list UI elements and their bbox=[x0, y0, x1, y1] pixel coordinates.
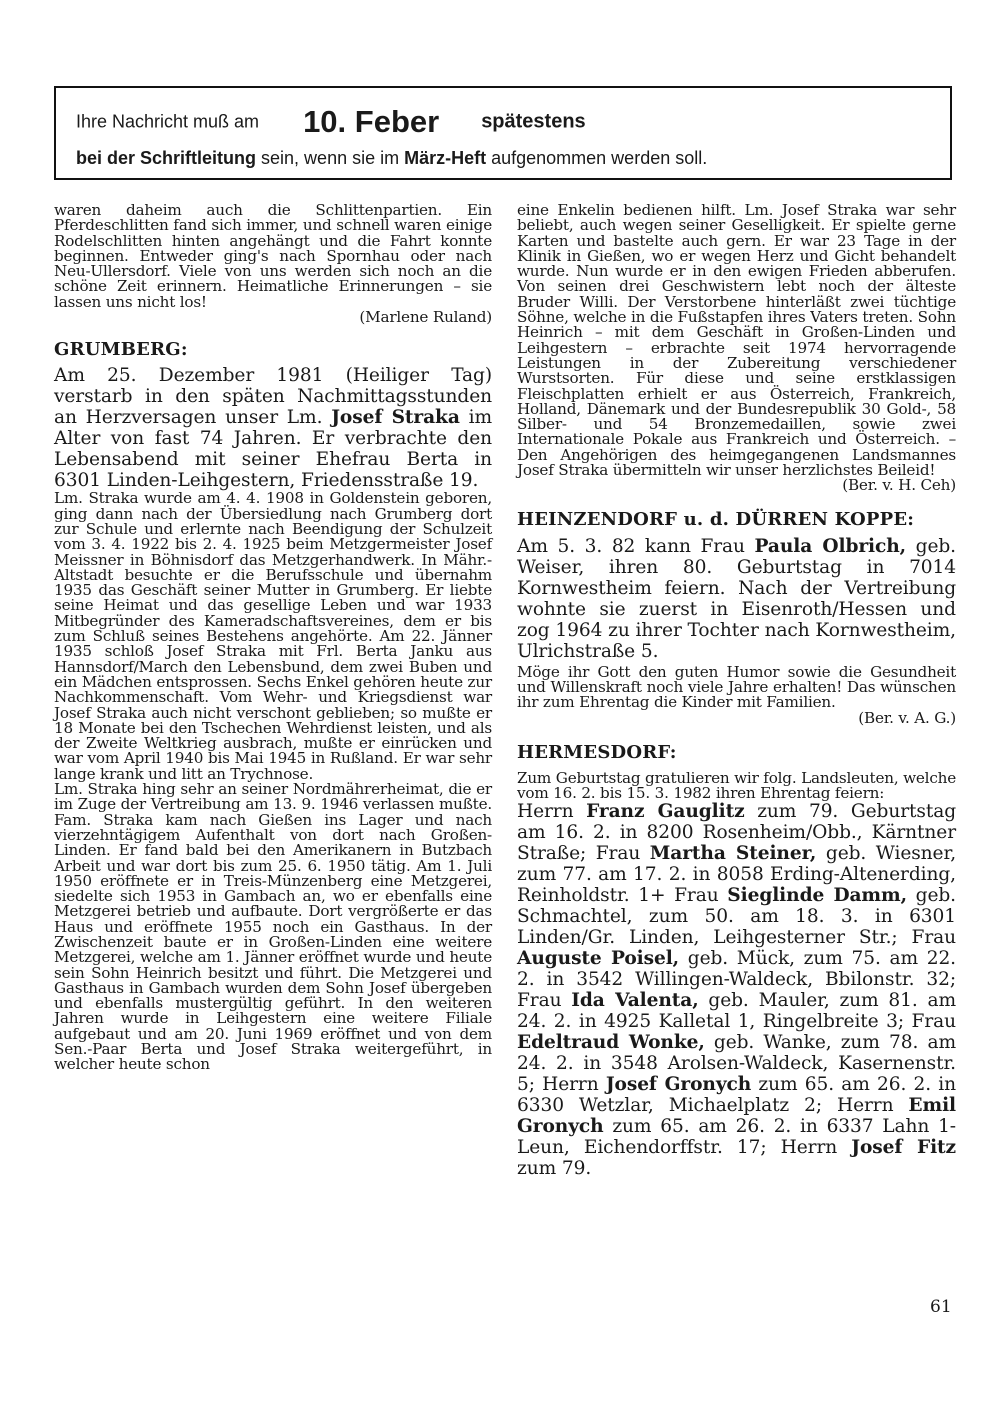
birthday-text: zum 79. bbox=[517, 1158, 592, 1180]
hermesdorf-intro-paragraph: Zum Geburtstag gratulieren wir folg. Landsleuten, welche vom 16. 2. bis 15. 3. 1982 ihren Ehrentag feiern: bbox=[517, 768, 956, 803]
notice-bold-issue: März-Heft bbox=[404, 148, 487, 168]
heinzendorf-wish-text: Möge ihr Gott den guten Humor sowie die Gesundheit und Willenskraft noch viele Jahre erhalten! Das wünschen ihr zum Ehrentag die Kinder mit Familien. bbox=[517, 662, 956, 712]
birthday-text: geb. Wiesner, zum 77. am 17. 2. in 8058 Erding-Altenerding, Reinholdstr. 1+ Frau bbox=[517, 843, 957, 907]
birthday-name: Josef Gronych bbox=[605, 1074, 752, 1096]
birthday-text: Herrn bbox=[517, 801, 587, 823]
heading-heinzendorf: HEINZENDORF u. d. DÜRREN KOPPE: bbox=[517, 508, 915, 530]
notice-bold-editorial: bei der Schriftleitung bbox=[76, 148, 257, 168]
notice-line-2 bbox=[76, 148, 707, 169]
grumberg-deceased-name: Josef Straka bbox=[331, 407, 460, 429]
heading-hermesdorf: HERMESDORF: bbox=[517, 741, 677, 763]
birthday-name: Auguste Poisel, bbox=[517, 948, 680, 970]
birthday-text: geb. Mück, zum 75. am 22. 2. in 3542 Willingen-Waldeck, Bbilonstr. 32; Frau bbox=[517, 948, 956, 1012]
birthday-text: zum 65. am 26. 2. in 6330 Wetzlar, Michaelplatz 2; Herrn bbox=[517, 1074, 956, 1117]
grumberg-lead-text-a: Am 25. Dezember 1981 (Heiliger Tag) verstarb in den späten Nachmittagsstunden an Herzversagen unser Lm. bbox=[54, 365, 492, 429]
birthday-name: Franz Gauglitz bbox=[586, 801, 745, 823]
notice-post-text: spätestens bbox=[481, 110, 586, 133]
heinzendorf-wish-paragraph bbox=[517, 662, 956, 727]
intro-text: waren daheim auch die Schlittenpartien. Ein Pferdeschlitten fand sich immer, und schnell waren einige Rodelschlitten hinten angehängt und die Fahrt konnte beginnen. Entweder ging's nach Spornhau oder nach Neu-Ullersdorf. Viele von uns werden sich noch an die schöne Zeit erinnern. Heimatliche Erinnerungen – sie lassen uns nicht los! bbox=[54, 201, 492, 311]
birthday-text: geb. Wanke, zum 78. am 24. 2. in 3548 Arolsen-Waldeck, Kasernenstr. 5; Herrn bbox=[517, 1032, 956, 1096]
heinzendorf-celebrant-name: Paula Olbrich, bbox=[754, 535, 907, 557]
heading-grumberg: GRUMBERG: bbox=[54, 339, 188, 361]
notice-text-1: sein, wenn sie im bbox=[256, 148, 405, 168]
grumberg-paragraph-1: Lm. Straka wurde am 4. 4. 1908 in Goldenstein geboren, ging dann nach der Übersiedlung nach Grumberg dort zur Schule und erlernte nach Beendigung der Schulzeit vom 3. 4. 1922 bis 2. 4. 1925 beim Metzgermeister Josef Meissner in Böhnisdorf das Metzgerhandwerk. In Mähr.-Altstadt besuchte er die Berufsschule und übernahm 1935 das Geschäft seiner Mutter in Grumberg. Er liebte seine Heimat und das gesellige Leben und war 1933 Mitbegründer des Kameradschaftsvereines, dem er bis zum Schluß seines Bestehens angehörte. Am 22. Jänner 1935 schloß Josef Straka mit Frl. Berta Janku aus Hannsdorf/March den Lebensbund, dem zwei Buben und ein Mädchen entsprossen. Sechs Enkel gehören heute zur Nachkommenschaft. Vom Wehr- und Kriegsdienst war Josef Straka auch nicht verschont geblieben; so mußte er 18 Monate bei den Tschechen Wehrdienst leisten, und als der Zweite Weltkrieg ausbrach, mußte er einrücken und war vom April 1940 bis Mai 1945 in Rußland. Er war sehr lange krank und litt an Trychnose. bbox=[54, 489, 492, 783]
birthday-name: Edeltraud Wonke, bbox=[517, 1032, 705, 1054]
notice-deadline-date: 10. Feber bbox=[303, 104, 440, 139]
grumberg-lead-text-b: im Alter von fast 74 Jahren. Er verbrachte den Lebensabend mit seiner Ehefrau Berta in 6301 Linden-Leihgestern, Friedensstraße 19. bbox=[54, 407, 492, 492]
hermesdorf-birthday-list bbox=[517, 801, 956, 1179]
right-column bbox=[517, 203, 956, 1179]
notice-text-2: aufgenommen werden soll. bbox=[486, 148, 708, 168]
birthday-name: Ida Valenta, bbox=[571, 990, 699, 1012]
birthday-name: Martha Steiner, bbox=[649, 843, 817, 865]
notice-pre-text: Ihre Nachricht muß am bbox=[76, 111, 260, 132]
page-number: 61 bbox=[930, 1297, 952, 1317]
deadline-notice-box bbox=[54, 86, 952, 180]
heinzendorf-lead-paragraph bbox=[517, 536, 956, 662]
straka-signature: (Ber. v. H. Ceh) bbox=[842, 476, 956, 495]
straka-continuation-text: eine Enkelin bedienen hilft. Lm. Josef Straka war sehr beliebt, auch wegen seiner Geselligkeit. Er spielte gerne Karten und bastelte auch gern. Er war 23 Tage in der Klinik in Gießen, wo er wegen Herz und Gicht behandelt wurde. Nun wurde er in den ewigen Frieden abberufen. Von seinen drei Geschwistern lebt noch der älteste Bruder Willi. Der Verstorbene hinterläßt zwei tüchtige Söhne, welche in die Fußstapfen ihres Vaters treten. Sohn Heinrich – mit dem Geschäft in Großen-Linden und Leihgestern – erbrachte seit 1974 hervorragende Leistungen in der Zubereitung verschiedener Wurstsorten. Für diese und seine erstklassigen Fleischplatten erhielt er aus Österreich, Frankreich, Holland, Dänemark und der Bundesrepublik 30 Gold-, 58 Silber- und 54 Bronzemedaillen, sowie zwei Internationale Pokale aus Frankreich und Österreich. – Den Angehörigen des heimgegangenen Landsmannes Josef Straka übermitteln wir unser herzlichstes Beileid! bbox=[517, 201, 956, 480]
grumberg-paragraph-2: Lm. Straka hing sehr an seiner Nordmährerheimat, die er im Zuge der Vertreibung am 13. 9. 1946 verlassen mußte. Fam. Straka kam nach Gießen ins Lager und nach vierzehntägigem Aufenthalt von dort nach Großen-Linden. Er fand bald bei den Amerikanern in Butzbach Arbeit und war dort bis zum 25. 6. 1950 tätig. Am 1. Juli 1950 eröffnete er in Treis-Münzenberg eine Metzgerei, siedelte sich 1953 in Gambach an, wo er ebenfalls eine Metzgerei betrieb und aufbaute. Dort vergrößerte er das Haus und eröffnete 1955 noch ein Gasthaus. In der Zwischenzeit baute er in Großen-Linden eine weitere Metzgerei, welche am 1. Jänner eröffnet wurde und heute sein Sohn Heinrich besitzt und führt. Die Metzgerei und Gasthaus in Gambach wurden dem Sohn Josef übergeben und ebenfalls mustergültig geführt. In den weiteren Jahren wurde in Leihgestern eine weitere Filiale aufgebaut und am 20. Juni 1969 eröffnet und von dem Sen.-Paar Berta und Josef Straka weitergeführt, in welcher heute schon bbox=[54, 780, 492, 1074]
intro-paragraph bbox=[54, 203, 492, 325]
notice-line-1 bbox=[76, 104, 586, 140]
grumberg-lead-paragraph bbox=[54, 365, 492, 491]
birthday-name: Josef Fitz bbox=[851, 1137, 956, 1159]
birthday-text: geb. Mauler, zum 81. am 24. 2. in 4925 Kalletal 1, Ringelbreite 3; Frau bbox=[517, 990, 957, 1033]
birthday-text: zum 79. Geburtstag am 16. 2. in 8200 Rosenheim/Obb., Kärntner Straße; Frau bbox=[517, 801, 956, 865]
birthday-text: zum 65. am 26. 2. in 6337 Lahn 1-Leun, Eichendorffstr. 17; Herrn bbox=[517, 1116, 956, 1159]
heinzendorf-signature: (Ber. v. A. G.) bbox=[858, 708, 956, 727]
straka-continuation-paragraph bbox=[517, 203, 956, 494]
birthday-name: Sieglinde Damm, bbox=[727, 885, 907, 907]
left-column bbox=[54, 203, 492, 1073]
birthday-name: Emil Gronych bbox=[517, 1095, 956, 1138]
intro-signature: (Marlene Ruland) bbox=[359, 308, 492, 327]
heinzendorf-lead-text-b: geb. Weiser, ihren 80. Geburtstag in 7014 Kornwestheim feiern. Nach der Vertreibung wohnte sie zuerst in Eisenroth/Hessen und zog 1964 zu ihrer Tochter nach Kornwestheim, Ulrichstraße 5. bbox=[517, 535, 956, 662]
birthday-text: geb. Schmachtel, zum 50. am 18. 3. in 6301 Linden/Gr. Linden, Leihgesterner Str.; Frau bbox=[517, 885, 956, 949]
heinzendorf-lead-text-a: Am 5. 3. 82 kann Frau bbox=[517, 535, 755, 557]
